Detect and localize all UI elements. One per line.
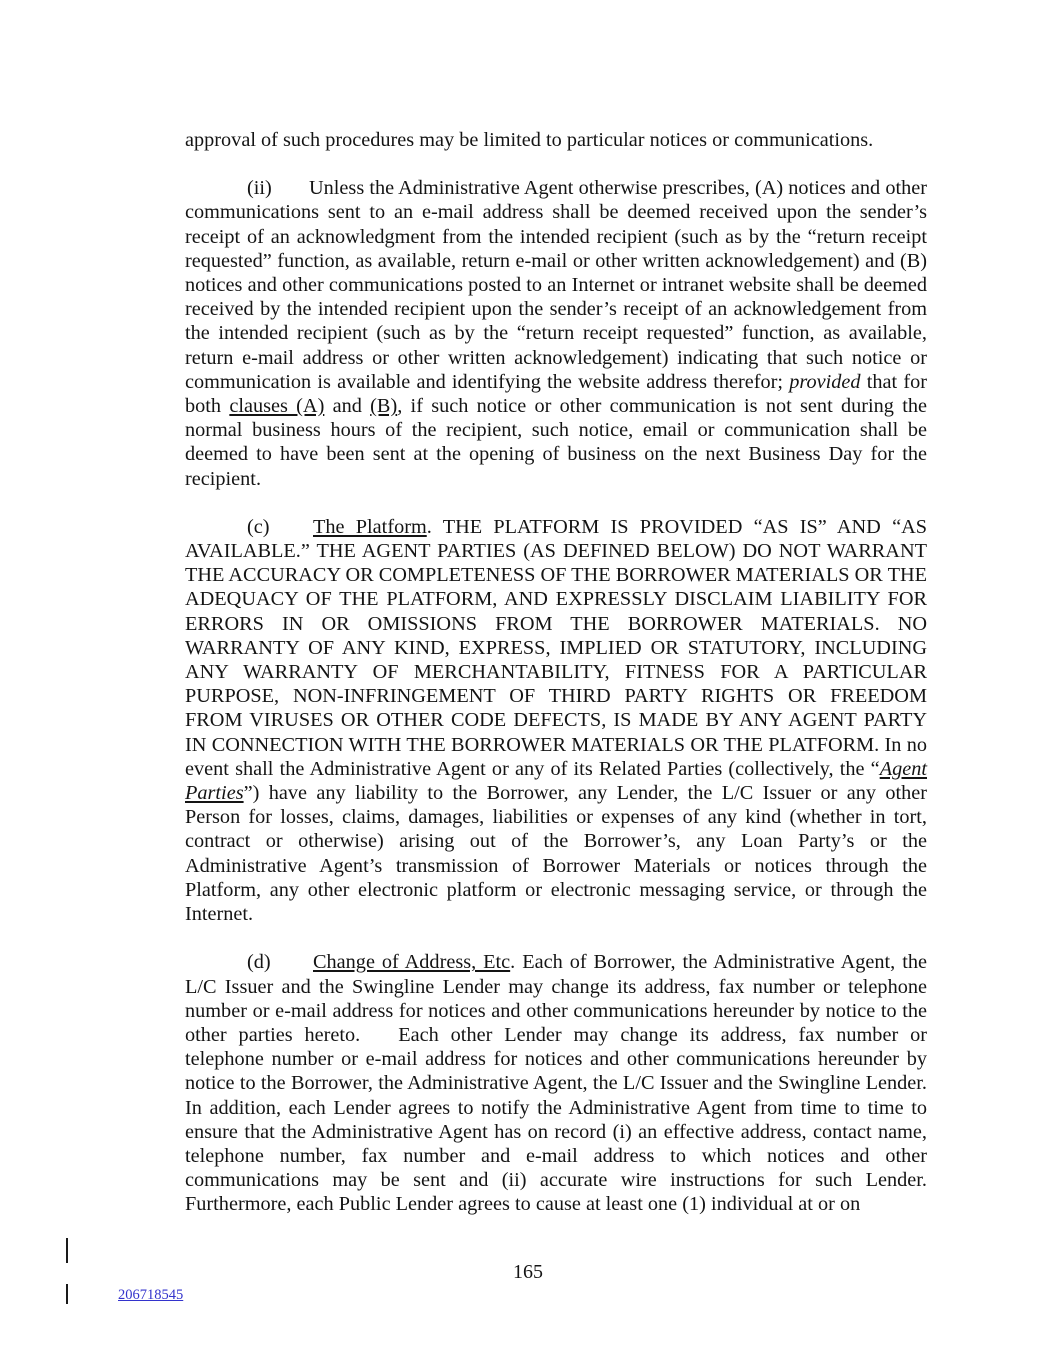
clause-reference-underline: clauses (A) (229, 395, 325, 418)
paragraph-text: . Each of Borrower, the Administrative Agent, the L/C Issuer and the Swingline Lender may change its address, fax number or telephone number or e-mail address for notices and other communications hereunder by notice to the other parties hereto. (185, 951, 927, 1046)
defined-term-agent-parties: Agent Parties (185, 757, 927, 805)
paragraph-continuation (185, 128, 927, 152)
page-body-text (185, 128, 927, 1217)
item-label-c: (c) (247, 515, 270, 538)
revision-change-bar (66, 1284, 68, 1304)
paragraph-text: Unless the Administrative Agent otherwise prescribes, (A) notices and other communications sent to an e-mail address shall be deemed received upon the sender’s receipt of an acknowledgment from the intended recipient (such as by the “return receipt requested” function, as available, return e-mail or other written acknowledgement) and (B) notices and other communications posted to an Internet or intranet website shall be deemed received by the intended recipient upon the sender’s receipt of an acknowledgement from the intended recipient (such as by the “return receipt requested” function, as available, return e-mail address or other written acknowledgement) indicating that such notice or communication is available and identifying the website address therefor; (185, 177, 927, 393)
item-label-ii: (ii) (247, 177, 272, 200)
document-id-link[interactable]: 206718545 (118, 1287, 184, 1303)
paragraph-item-c (185, 515, 927, 926)
proviso-italic: provided (789, 370, 861, 393)
paragraph-item-d (185, 950, 927, 1216)
paragraph-text: , if such notice or other communication is not sent during the normal business hours of the recipient, such notice, email or communication shall be deemed to have been sent at the opening of business on the next Business Day for the recipient. (185, 395, 927, 490)
paragraph-text: and (324, 395, 371, 418)
paragraph-text: that for both (185, 370, 927, 418)
clause-reference-underline: (B) (370, 395, 398, 418)
section-heading-underline: The Platform (313, 515, 427, 538)
item-label-d: (d) (247, 951, 271, 974)
revision-change-bar (66, 1238, 68, 1263)
page-number: 165 (513, 1261, 543, 1283)
paragraph-text: ”) have any liability to the Borrower, any Lender, the L/C Issuer or any other Person for losses, claims, damages, liabilities or expenses of any kind (whether in tort, contract or otherwise) arising out of the Borrower’s, any Loan Party’s or the Administrative Agent’s transmission of Borrower Materials or notices through the Platform, any other electronic platform or electronic messaging service, or through the Internet. (185, 782, 927, 926)
section-heading-underline: Change of Address, Etc (313, 951, 511, 974)
paragraph-text: Each other Lender may change its address, fax number or telephone number or e-mail address for notices and other communications hereunder by notice to the Borrower, the Administrative Agent, the L/C Issuer and the Swingline Lender. In addition, each Lender agrees to notify the Administrative Agent from time to time to ensure that the Administrative Agent has on record (i) an effective address, contact name, telephone number, fax number and e-mail address to which notices and other communications may be sent and (ii) accurate wire instructions for such Lender. Furthermore, each Public Lender agrees to cause at least one (1) individual at or on (185, 1023, 927, 1216)
paragraph-item-ii (185, 176, 927, 491)
paragraph-text: . THE PLATFORM IS PROVIDED “AS IS” AND “AS AVAILABLE.” THE AGENT PARTIES (AS DEFINED BELOW) DO NOT WARRANT THE ACCURACY OR COMPLETENESS OF THE BORROWER MATERIALS OR THE ADEQUACY OF THE PLATFORM, AND EXPRESSLY DISCLAIM LIABILITY FOR ERRORS IN OR OMISSIONS FROM THE BORROWER MATERIALS. NO WARRANTY OF ANY KIND, EXPRESS, IMPLIED OR STATUTORY, INCLUDING ANY WARRANTY OF MERCHANTABILITY, FITNESS FOR A PARTICULAR PURPOSE, NON-INFRINGEMENT OF THIRD PARTY RIGHTS OR FREEDOM FROM VIRUSES OR OTHER CODE DEFECTS, IS MADE BY ANY AGENT PARTY IN CONNECTION WITH THE BORROWER MATERIALS OR THE PLATFORM. In no event shall the Administrative Agent or any of its Related Parties (collectively, the “ (185, 515, 927, 780)
paragraph-text: approval of such procedures may be limited to particular notices or communications. (185, 129, 874, 151)
